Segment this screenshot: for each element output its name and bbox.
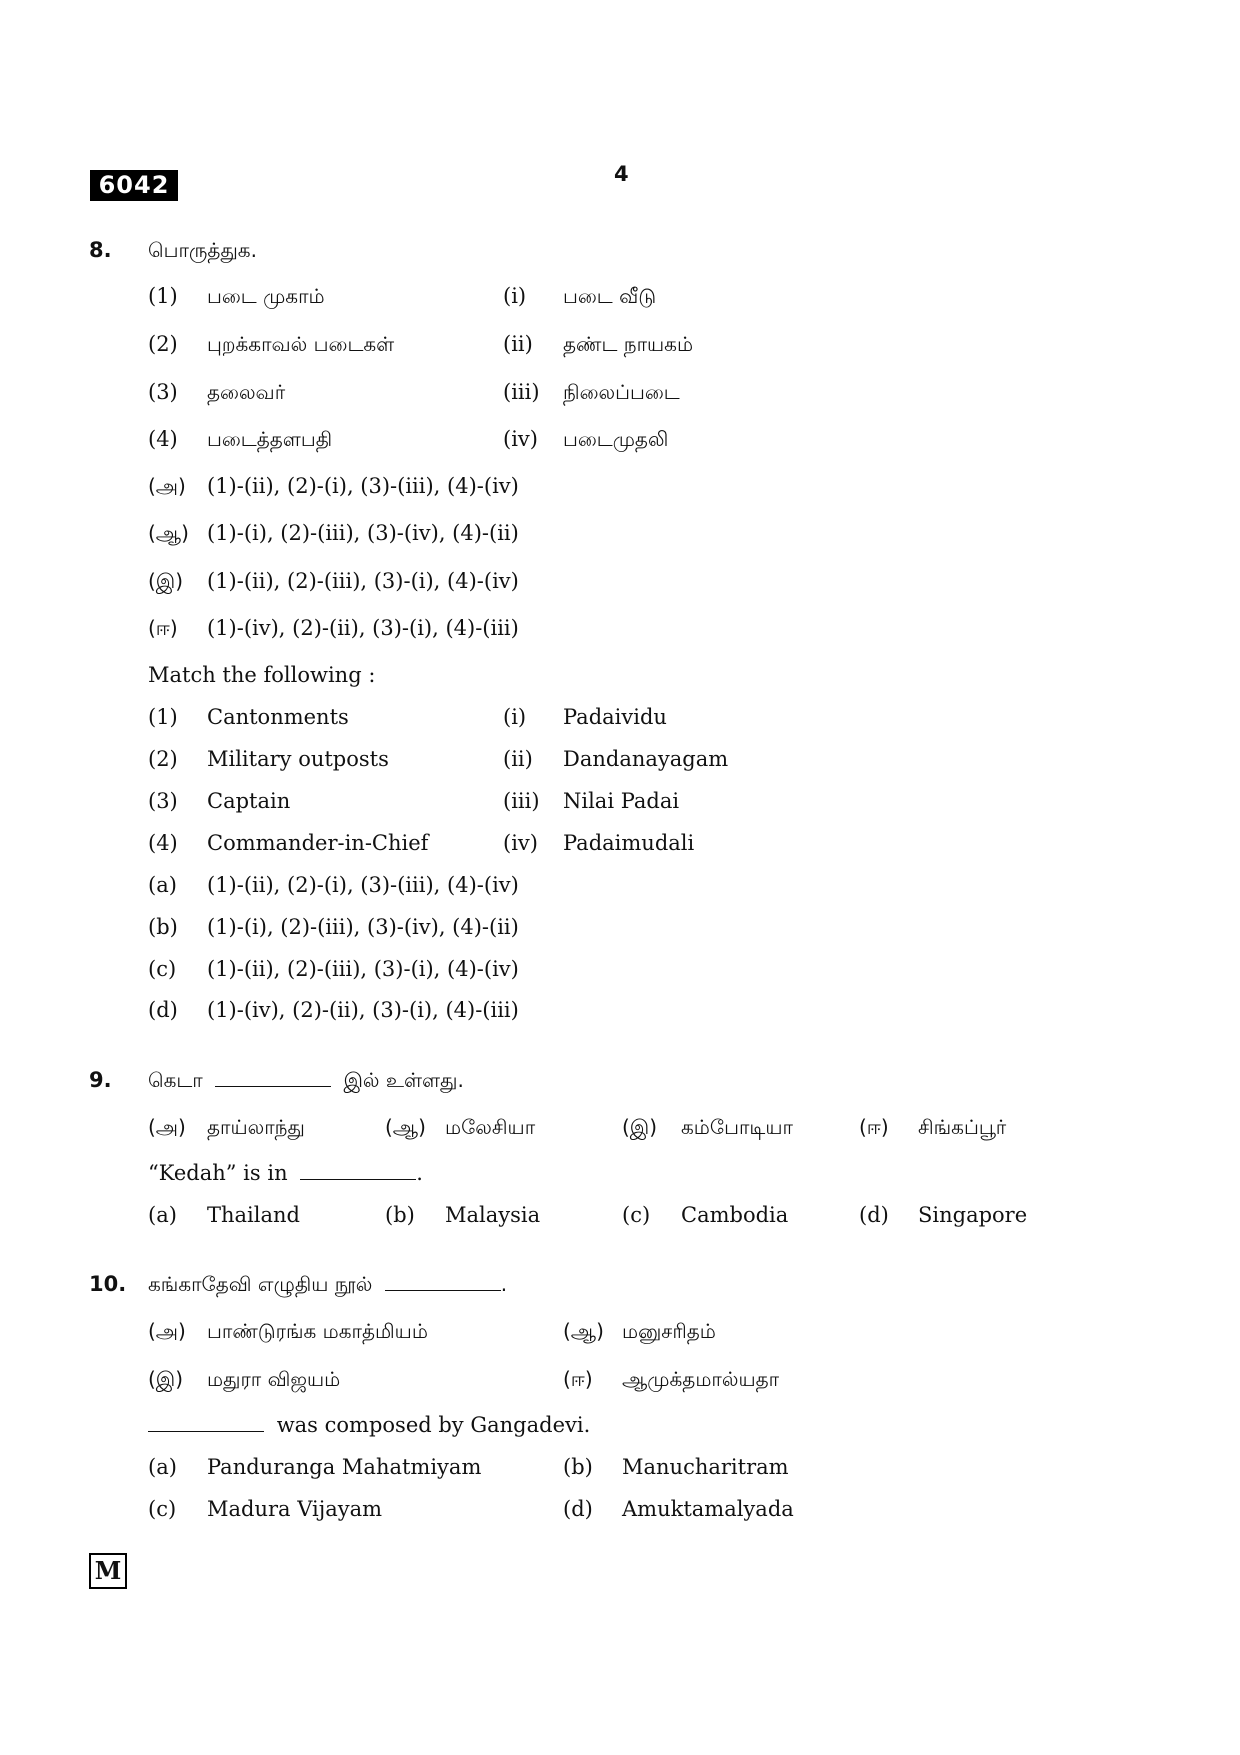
q8-en-left-idx: (4): [148, 831, 178, 855]
q9-en-option-label: (c): [622, 1203, 651, 1227]
q10-en-option-text: Amuktamalyada: [622, 1497, 794, 1521]
q8-english-instruction: Match the following :: [148, 663, 376, 687]
q8-ta-left-text: படைத்தளபதி: [207, 427, 333, 451]
q8-en-option-text: (1)-(iv), (2)-(ii), (3)-(i), (4)-(iii): [207, 998, 519, 1022]
q10-ta-option-label: (ஈ): [563, 1367, 593, 1391]
q8-en-option-text: (1)-(ii), (2)-(i), (3)-(iii), (4)-(iv): [207, 873, 519, 897]
q10-en-option-label: (a): [148, 1455, 177, 1479]
q10-en-option-label: (b): [563, 1455, 593, 1479]
q8-ta-left-idx: (4): [148, 427, 178, 451]
q8-en-option-text: (1)-(ii), (2)-(iii), (3)-(i), (4)-(iv): [207, 957, 519, 981]
q8-ta-left-idx: (1): [148, 284, 178, 308]
paper-code: 6042: [90, 170, 178, 201]
q10-ta-option-text: மனுசரிதம்: [622, 1319, 716, 1343]
q8-en-right-idx: (ii): [503, 747, 533, 771]
q10-english-stem-after: was composed by Gangadevi.: [276, 1413, 591, 1437]
q9-en-option-text: Cambodia: [681, 1203, 789, 1227]
q8-ta-left-idx: (2): [148, 332, 178, 356]
question-9-number: 9.: [89, 1068, 112, 1092]
q8-en-right-idx: (iv): [503, 831, 538, 855]
q9-ta-option-label: (ஆ): [385, 1115, 426, 1139]
q10-tamil-stem: [148, 1272, 507, 1299]
q10-en-option-text: Manucharitram: [622, 1455, 789, 1479]
question-10-number: 10.: [89, 1272, 127, 1296]
q10-en-option-label: (c): [148, 1497, 177, 1521]
q9-english-stem-before: “Kedah” is in: [148, 1161, 288, 1185]
q10-en-option-text: Madura Vijayam: [207, 1497, 383, 1521]
q8-ta-right-idx: (iii): [503, 380, 540, 404]
q9-ta-option-label: (ஈ): [859, 1115, 889, 1139]
q9-ta-option-text: தாய்லாந்து: [207, 1115, 305, 1139]
q8-en-right-text: Nilai Padai: [563, 789, 680, 813]
q10-tamil-stem-after: .: [500, 1272, 508, 1296]
answer-blank: [148, 1413, 264, 1432]
q9-en-option-label: (b): [385, 1203, 415, 1227]
q8-en-right-text: Padaividu: [563, 705, 667, 729]
q8-ta-left-text: படை முகாம்: [207, 284, 325, 308]
q10-en-option-label: (d): [563, 1497, 593, 1521]
q8-en-right-text: Padaimudali: [563, 831, 695, 855]
q10-ta-option-text: மதுரா விஜயம்: [207, 1367, 341, 1391]
q10-ta-option-label: (இ): [148, 1367, 184, 1391]
q10-en-option-text: Panduranga Mahatmiyam: [207, 1455, 482, 1479]
q10-english-stem: [148, 1413, 590, 1437]
q8-ta-right-text: நிலைப்படை: [563, 380, 680, 404]
q8-en-option-label: (a): [148, 873, 177, 897]
q10-ta-option-label: (ஆ): [563, 1319, 604, 1343]
q8-ta-option-label: (ஈ): [148, 616, 178, 640]
q8-en-left-text: Cantonments: [207, 705, 349, 729]
q8-ta-right-idx: (ii): [503, 332, 533, 356]
q8-ta-option-label: (ஆ): [148, 521, 189, 545]
q8-en-right-idx: (i): [503, 705, 527, 729]
q8-en-left-idx: (2): [148, 747, 178, 771]
q9-en-option-label: (a): [148, 1203, 177, 1227]
q9-en-option-label: (d): [859, 1203, 889, 1227]
q8-en-option-label: (c): [148, 957, 177, 981]
q8-en-option-text: (1)-(i), (2)-(iii), (3)-(iv), (4)-(ii): [207, 915, 519, 939]
answer-blank: [385, 1272, 501, 1291]
q8-ta-right-text: தண்ட நாயகம்: [563, 332, 694, 356]
q9-ta-option-text: மலேசியா: [445, 1115, 536, 1139]
q9-tamil-stem-after: இல் உள்ளது.: [343, 1068, 464, 1092]
q8-en-left-text: Commander-in-Chief: [207, 831, 429, 855]
answer-blank: [215, 1068, 331, 1087]
q9-en-option-text: Malaysia: [445, 1203, 541, 1227]
q8-ta-left-text: தலைவர்: [207, 380, 286, 404]
q9-ta-option-text: கம்போடியா: [681, 1115, 793, 1139]
q8-ta-right-text: படைமுதலி: [563, 427, 669, 451]
q9-en-option-text: Singapore: [918, 1203, 1028, 1227]
answer-blank: [300, 1161, 416, 1180]
q9-english-stem-after: .: [416, 1161, 423, 1185]
q9-en-option-text: Thailand: [207, 1203, 300, 1227]
q8-en-right-idx: (iii): [503, 789, 540, 813]
q8-en-option-label: (b): [148, 915, 178, 939]
q10-ta-option-text: பாண்டுரங்க மகாத்மியம்: [207, 1319, 428, 1343]
q8-en-left-text: Captain: [207, 789, 291, 813]
q10-ta-option-label: (அ): [148, 1319, 186, 1343]
q9-ta-option-label: (இ): [622, 1115, 658, 1139]
q8-ta-left-text: புறக்காவல் படைகள்: [207, 332, 395, 356]
q8-ta-option-text: (1)-(ii), (2)-(iii), (3)-(i), (4)-(iv): [207, 569, 519, 593]
q8-ta-option-text: (1)-(iv), (2)-(ii), (3)-(i), (4)-(iii): [207, 616, 519, 640]
q8-ta-right-idx: (iv): [503, 427, 538, 451]
q8-en-left-idx: (1): [148, 705, 178, 729]
q9-tamil-stem: [148, 1068, 464, 1095]
q9-ta-option-text: சிங்கப்பூர்: [918, 1115, 1007, 1139]
page-number: 4: [614, 162, 629, 186]
q8-en-left-text: Military outposts: [207, 747, 389, 771]
question-8-number: 8.: [89, 238, 112, 262]
q8-ta-option-label: (இ): [148, 569, 184, 593]
q9-tamil-stem-before: கெடா: [148, 1068, 203, 1092]
q8-ta-option-text: (1)-(i), (2)-(iii), (3)-(iv), (4)-(ii): [207, 521, 519, 545]
q9-english-stem: [148, 1161, 423, 1185]
q10-ta-option-text: ஆமுக்தமால்யதா: [622, 1367, 780, 1391]
q10-tamil-stem-before: கங்காதேவி எழுதிய நூல்: [148, 1272, 373, 1296]
q9-ta-option-label: (அ): [148, 1115, 186, 1139]
q8-en-right-text: Dandanayagam: [563, 747, 729, 771]
q8-ta-right-text: படை வீடு: [563, 284, 657, 308]
q8-ta-option-text: (1)-(ii), (2)-(i), (3)-(iii), (4)-(iv): [207, 474, 519, 498]
q8-en-left-idx: (3): [148, 789, 178, 813]
q8-ta-option-label: (அ): [148, 474, 186, 498]
footer-mark-box: M: [89, 1553, 127, 1589]
q8-ta-right-idx: (i): [503, 284, 527, 308]
q8-en-option-label: (d): [148, 998, 178, 1022]
q8-tamil-instruction: பொருத்துக.: [148, 238, 257, 262]
q8-ta-left-idx: (3): [148, 380, 178, 404]
